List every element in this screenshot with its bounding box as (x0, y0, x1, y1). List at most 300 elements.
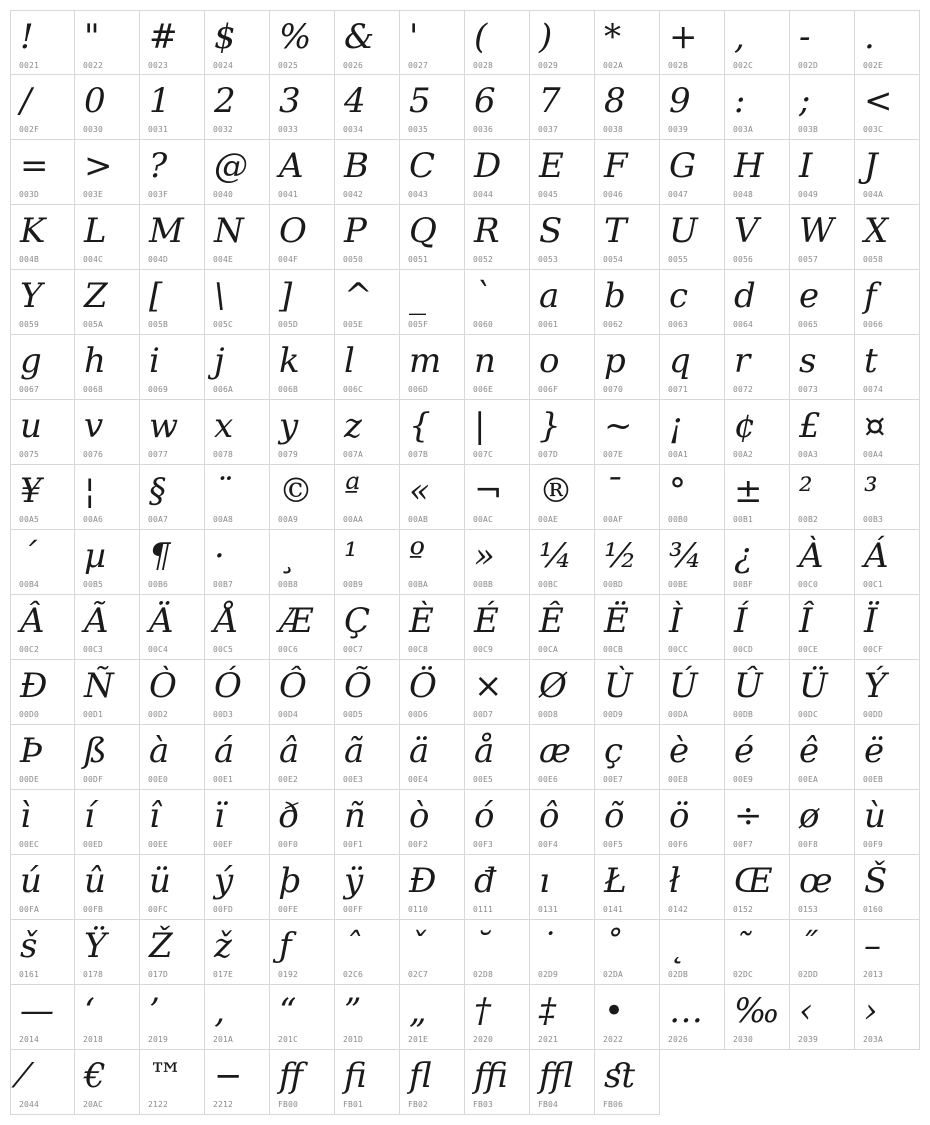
glyph-character: ü (149, 861, 171, 901)
glyph-codepoint: 006A (213, 385, 234, 394)
glyph-cell (270, 595, 335, 660)
glyph-character: ø (799, 796, 820, 836)
glyph-codepoint: 005C (213, 320, 234, 329)
glyph-cell (790, 595, 855, 660)
glyph-codepoint: 0079 (278, 450, 299, 459)
glyph-character: ˛ (669, 926, 686, 966)
glyph-character: ˆ (344, 926, 361, 966)
glyph-codepoint: 0055 (668, 255, 689, 264)
glyph-character: a (539, 276, 560, 316)
glyph-character: Â (20, 601, 45, 641)
glyph-character: ª (344, 471, 361, 511)
glyph-character: 4 (344, 81, 366, 121)
glyph-character: ™ (149, 1056, 183, 1096)
glyph-character: ´ (20, 536, 37, 576)
glyph-character: × (474, 666, 503, 706)
glyph-codepoint: 004C (83, 255, 104, 264)
glyph-codepoint: 0161 (19, 970, 40, 979)
glyph-cell (270, 400, 335, 465)
glyph-codepoint: 00C0 (798, 580, 819, 589)
glyph-codepoint: 0048 (733, 190, 754, 199)
glyph-cell (725, 985, 790, 1050)
glyph-character: î (149, 796, 160, 836)
glyph-codepoint: 00DA (668, 710, 689, 719)
glyph-codepoint: 02D9 (538, 970, 559, 979)
glyph-codepoint: 00E8 (668, 775, 689, 784)
glyph-codepoint: 00C1 (863, 580, 884, 589)
glyph-character: Æ (279, 601, 314, 641)
glyph-character: H (734, 146, 764, 186)
glyph-cell (335, 855, 400, 920)
glyph-cell (530, 920, 595, 985)
glyph-codepoint: 2044 (19, 1100, 40, 1109)
glyph-character: ˚ (604, 926, 621, 966)
glyph-character: G (669, 146, 697, 186)
glyph-codepoint: 00CC (668, 645, 689, 654)
glyph-character: ¯ (604, 471, 621, 511)
glyph-codepoint: 0078 (213, 450, 234, 459)
glyph-character: g (20, 341, 42, 381)
glyph-cell (140, 140, 205, 205)
glyph-cell (725, 790, 790, 855)
glyph-character: B (344, 146, 369, 186)
glyph-cell (790, 465, 855, 530)
glyph-codepoint: 00DD (863, 710, 884, 719)
glyph-cell (75, 465, 140, 530)
glyph-codepoint: 003D (19, 190, 40, 199)
glyph-character: ¸ (279, 536, 296, 576)
glyph-cell (140, 595, 205, 660)
glyph-cell (530, 75, 595, 140)
glyph-codepoint: 2014 (19, 1035, 40, 1044)
glyph-cell (270, 1050, 335, 1115)
glyph-codepoint: 00DB (733, 710, 754, 719)
glyph-codepoint: 004F (278, 255, 299, 264)
glyph-character: # (149, 17, 178, 57)
glyph-character: ł (669, 861, 681, 901)
glyph-cell (595, 205, 660, 270)
glyph-character: ö (669, 796, 690, 836)
glyph-codepoint: 00B7 (213, 580, 234, 589)
glyph-grid (10, 10, 920, 1115)
glyph-codepoint: 003C (863, 125, 884, 134)
glyph-codepoint: 2026 (668, 1035, 689, 1044)
glyph-codepoint: 00C7 (343, 645, 364, 654)
glyph-codepoint: 0038 (603, 125, 624, 134)
glyph-codepoint: 0044 (473, 190, 494, 199)
glyph-character: 0 (84, 81, 106, 121)
glyph-cell (270, 725, 335, 790)
glyph-character: [ (149, 276, 163, 316)
glyph-cell (790, 660, 855, 725)
glyph-codepoint: 003E (83, 190, 104, 199)
glyph-codepoint: 006D (408, 385, 429, 394)
glyph-cell (855, 660, 920, 725)
glyph-codepoint: 0142 (668, 905, 689, 914)
glyph-cell (595, 400, 660, 465)
glyph-codepoint: 002E (863, 61, 884, 70)
glyph-character: ˘ (474, 926, 491, 966)
glyph-codepoint: 003F (148, 190, 169, 199)
glyph-character: ﬆ (604, 1056, 636, 1096)
glyph-codepoint: 004A (863, 190, 884, 199)
glyph-character: ® (539, 471, 573, 511)
glyph-codepoint: 00C8 (408, 645, 429, 654)
glyph-cell (530, 400, 595, 465)
glyph-cell (725, 725, 790, 790)
glyph-character: ž (214, 926, 232, 966)
glyph-cell (10, 660, 75, 725)
glyph-cell (660, 270, 725, 335)
glyph-codepoint: 0028 (473, 61, 494, 70)
glyph-codepoint: 017E (213, 970, 234, 979)
glyph-codepoint: 0066 (863, 320, 884, 329)
glyph-character: ë (864, 731, 885, 771)
glyph-codepoint: 00F1 (343, 840, 364, 849)
glyph-cell (75, 595, 140, 660)
glyph-cell (140, 790, 205, 855)
glyph-character: Đ (409, 861, 437, 901)
glyph-character: ï (214, 796, 225, 836)
glyph-codepoint: 2013 (863, 970, 884, 979)
glyph-cell (75, 1050, 140, 1115)
glyph-codepoint: 002B (668, 61, 689, 70)
glyph-codepoint: 005B (148, 320, 169, 329)
glyph-codepoint: 0059 (19, 320, 40, 329)
glyph-character: X (864, 211, 889, 251)
glyph-cell (725, 855, 790, 920)
glyph-codepoint: 00E0 (148, 775, 169, 784)
glyph-cell (10, 335, 75, 400)
glyph-character: n (474, 341, 496, 381)
glyph-codepoint: 0041 (278, 190, 299, 199)
glyph-character: V (734, 211, 759, 251)
glyph-codepoint: 00C9 (473, 645, 494, 654)
glyph-cell (335, 595, 400, 660)
glyph-character: v (84, 406, 104, 446)
glyph-character: … (669, 991, 703, 1031)
glyph-cell (205, 10, 270, 75)
glyph-cell (140, 465, 205, 530)
glyph-character: ° (669, 471, 686, 511)
glyph-character: > (84, 146, 113, 186)
glyph-codepoint: FB01 (343, 1100, 364, 1109)
glyph-character: ” (344, 991, 362, 1031)
glyph-cell (75, 790, 140, 855)
glyph-cell (335, 920, 400, 985)
glyph-cell (465, 400, 530, 465)
glyph-codepoint: 0045 (538, 190, 559, 199)
glyph-cell (660, 465, 725, 530)
glyph-codepoint: FB04 (538, 1100, 559, 1109)
glyph-cell (595, 270, 660, 335)
glyph-character: Ý (864, 666, 887, 706)
glyph-character: C (409, 146, 436, 186)
glyph-character: ‹ (799, 991, 813, 1031)
glyph-character: ¶ (149, 536, 171, 576)
glyph-codepoint: 00CE (798, 645, 819, 654)
glyph-cell (270, 465, 335, 530)
glyph-character: I (799, 146, 813, 186)
glyph-cell (205, 465, 270, 530)
glyph-character: Ô (279, 666, 307, 706)
glyph-cell (725, 75, 790, 140)
glyph-cell (530, 790, 595, 855)
glyph-cell (465, 140, 530, 205)
glyph-character: Í (734, 601, 748, 641)
glyph-cell (530, 530, 595, 595)
glyph-character: ß (84, 731, 107, 771)
glyph-character: Z (84, 276, 108, 316)
glyph-cell (530, 270, 595, 335)
glyph-cell (270, 75, 335, 140)
glyph-cell (270, 660, 335, 725)
glyph-character: Þ (20, 731, 43, 771)
glyph-codepoint: FB03 (473, 1100, 494, 1109)
glyph-cell (725, 920, 790, 985)
glyph-character: ¤ (864, 406, 886, 446)
glyph-character: ˙ (539, 926, 556, 966)
glyph-cell (660, 725, 725, 790)
glyph-cell (205, 270, 270, 335)
glyph-codepoint: 006B (278, 385, 299, 394)
glyph-cell (205, 1050, 270, 1115)
glyph-codepoint: 00D7 (473, 710, 494, 719)
glyph-codepoint: 00E3 (343, 775, 364, 784)
glyph-character: d (734, 276, 756, 316)
glyph-cell (270, 530, 335, 595)
glyph-codepoint: 0058 (863, 255, 884, 264)
glyph-cell (270, 270, 335, 335)
glyph-cell (400, 1050, 465, 1115)
glyph-cell (790, 790, 855, 855)
glyph-cell (10, 75, 75, 140)
glyph-character: ƒ (279, 926, 292, 966)
glyph-character: Ä (149, 601, 174, 641)
glyph-cell (140, 75, 205, 140)
glyph-codepoint: 0070 (603, 385, 624, 394)
glyph-character: . (864, 17, 875, 57)
glyph-codepoint: 00D2 (148, 710, 169, 719)
glyph-cell (855, 855, 920, 920)
glyph-character: ' (409, 17, 419, 57)
glyph-codepoint: 0043 (408, 190, 429, 199)
glyph-character: ] (279, 276, 293, 316)
glyph-codepoint: 0030 (83, 125, 104, 134)
glyph-character: Î (799, 601, 813, 641)
glyph-codepoint: 00E2 (278, 775, 299, 784)
glyph-cell (530, 335, 595, 400)
glyph-cell (595, 530, 660, 595)
glyph-character: « (409, 471, 430, 511)
glyph-character: Ì (669, 601, 683, 641)
glyph-codepoint: 0037 (538, 125, 559, 134)
glyph-character: 8 (604, 81, 626, 121)
glyph-character: ú (20, 861, 42, 901)
glyph-codepoint: 006F (538, 385, 559, 394)
glyph-codepoint: 0026 (343, 61, 364, 70)
glyph-codepoint: 201C (278, 1035, 299, 1044)
glyph-character: ê (799, 731, 820, 771)
glyph-character: m (409, 341, 442, 381)
glyph-codepoint: 00EA (798, 775, 819, 784)
glyph-character: Ï (864, 601, 878, 641)
glyph-character: Ñ (84, 666, 114, 706)
glyph-cell (75, 140, 140, 205)
glyph-codepoint: 0023 (148, 61, 169, 70)
glyph-cell (400, 595, 465, 660)
glyph-cell (335, 790, 400, 855)
glyph-cell (595, 855, 660, 920)
glyph-character: Ü (799, 666, 828, 706)
glyph-codepoint: 0049 (798, 190, 819, 199)
glyph-cell (725, 530, 790, 595)
glyph-character: ¼ (539, 536, 572, 576)
glyph-cell (400, 530, 465, 595)
glyph-character: ¢ (734, 406, 756, 446)
glyph-cell (10, 465, 75, 530)
glyph-character: à (149, 731, 170, 771)
glyph-cell (595, 1050, 660, 1115)
glyph-character: £ (799, 406, 821, 446)
glyph-character: æ (539, 731, 571, 771)
glyph-codepoint: 004D (148, 255, 169, 264)
glyph-character: í (84, 796, 95, 836)
glyph-character: ˇ (409, 926, 426, 966)
glyph-codepoint: 0067 (19, 385, 40, 394)
glyph-character: F (604, 146, 628, 186)
glyph-codepoint: 201E (408, 1035, 429, 1044)
glyph-cell (465, 920, 530, 985)
glyph-character: J (864, 146, 878, 186)
glyph-cell (855, 75, 920, 140)
glyph-codepoint: 00F2 (408, 840, 429, 849)
glyph-codepoint: 00F7 (733, 840, 754, 849)
glyph-cell (10, 790, 75, 855)
glyph-cell (270, 10, 335, 75)
glyph-cell (400, 660, 465, 725)
glyph-codepoint: 00ED (83, 840, 104, 849)
glyph-character: µ (84, 536, 107, 576)
glyph-cell (10, 10, 75, 75)
glyph-codepoint: 02DD (798, 970, 819, 979)
glyph-character: z (344, 406, 362, 446)
glyph-codepoint: 00FB (83, 905, 104, 914)
glyph-character: É (474, 601, 499, 641)
glyph-cell (205, 530, 270, 595)
glyph-cell (465, 660, 530, 725)
glyph-codepoint: 007A (343, 450, 364, 459)
glyph-character: Ã (84, 601, 109, 641)
glyph-cell (595, 75, 660, 140)
glyph-cell (75, 920, 140, 985)
glyph-character: € (84, 1056, 106, 1096)
glyph-cell (530, 140, 595, 205)
glyph-cell (790, 530, 855, 595)
glyph-cell (75, 75, 140, 140)
glyph-character: 9 (669, 81, 691, 121)
glyph-character: ‘ (84, 991, 95, 1031)
glyph-cell (140, 205, 205, 270)
glyph-character: W (799, 211, 834, 251)
glyph-character: N (214, 211, 244, 251)
glyph-codepoint: 0022 (83, 61, 104, 70)
glyph-codepoint: 00BD (603, 580, 624, 589)
glyph-codepoint: 0046 (603, 190, 624, 199)
glyph-cell (530, 205, 595, 270)
glyph-codepoint: 00A5 (19, 515, 40, 524)
glyph-codepoint: 00E7 (603, 775, 624, 784)
glyph-codepoint: 00FA (19, 905, 40, 914)
glyph-character: — (20, 991, 54, 1031)
glyph-character: Y (20, 276, 43, 316)
glyph-character: 1 (149, 81, 171, 121)
glyph-character: À (799, 536, 824, 576)
glyph-codepoint: 00F5 (603, 840, 624, 849)
glyph-character: § (149, 471, 166, 511)
glyph-cell (595, 140, 660, 205)
glyph-codepoint: 201D (343, 1035, 364, 1044)
glyph-codepoint: 0053 (538, 255, 559, 264)
glyph-cell (400, 10, 465, 75)
glyph-codepoint: FB02 (408, 1100, 429, 1109)
glyph-cell (205, 920, 270, 985)
glyph-character: Å (214, 601, 239, 641)
glyph-character: | (474, 406, 486, 446)
glyph-character: % (279, 17, 312, 57)
glyph-cell (335, 985, 400, 1050)
glyph-cell (725, 205, 790, 270)
glyph-character: U (669, 211, 698, 251)
glyph-cell (75, 335, 140, 400)
glyph-cell (10, 595, 75, 660)
glyph-cell (140, 660, 205, 725)
glyph-codepoint: 2212 (213, 1100, 234, 1109)
glyph-character: r (734, 341, 751, 381)
glyph-codepoint: 0057 (798, 255, 819, 264)
glyph-codepoint: 02C7 (408, 970, 429, 979)
glyph-character: ` (474, 276, 491, 316)
glyph-cell (205, 75, 270, 140)
glyph-codepoint: 003A (733, 125, 754, 134)
glyph-cell (595, 595, 660, 660)
glyph-character: ³ (864, 471, 878, 511)
glyph-character: @ (214, 146, 248, 186)
glyph-codepoint: 00A7 (148, 515, 169, 524)
glyph-cell (725, 10, 790, 75)
glyph-cell (205, 140, 270, 205)
glyph-character: Ð (20, 666, 48, 706)
glyph-codepoint: 00C6 (278, 645, 299, 654)
glyph-character: ! (20, 17, 34, 57)
glyph-cell (595, 335, 660, 400)
glyph-cell (660, 75, 725, 140)
glyph-cell (855, 725, 920, 790)
glyph-codepoint: 00B9 (343, 580, 364, 589)
glyph-character: È (409, 601, 434, 641)
glyph-codepoint: 00EE (148, 840, 169, 849)
glyph-cell (660, 595, 725, 660)
glyph-cell (465, 205, 530, 270)
glyph-character: - (799, 17, 811, 57)
glyph-cell (140, 1050, 205, 1115)
glyph-character: ô (539, 796, 560, 836)
glyph-codepoint: 00FC (148, 905, 169, 914)
glyph-codepoint: 0054 (603, 255, 624, 264)
glyph-cell (10, 400, 75, 465)
glyph-character: ¨ (214, 471, 231, 511)
glyph-character: ; (799, 81, 811, 121)
